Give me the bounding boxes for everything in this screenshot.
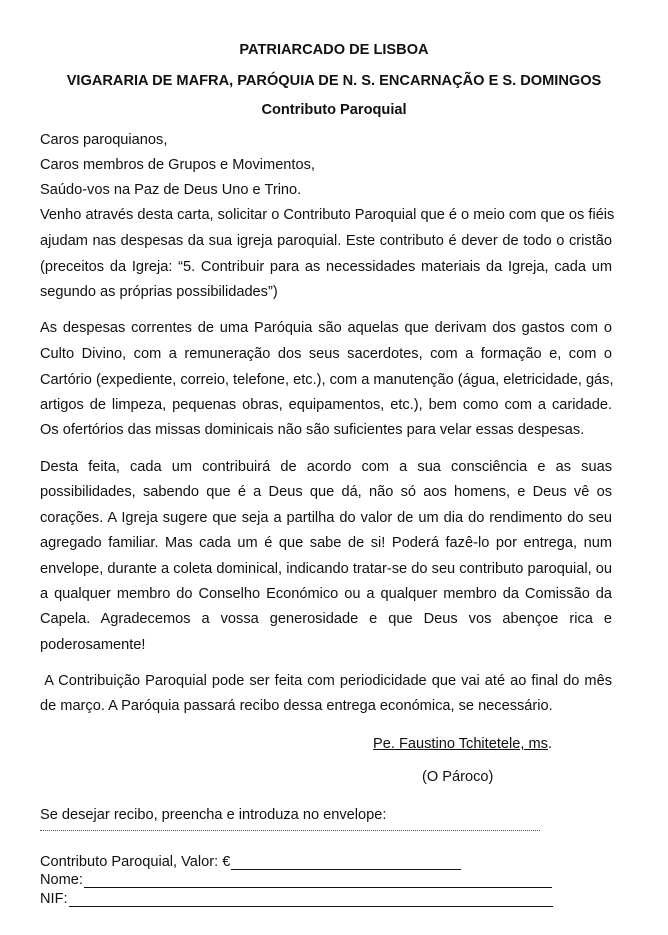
greeting-line: Caros paroquianos, xyxy=(40,132,168,148)
paragraph-line: a qualquer membro do Conselho Económico ou a qualquer membro da Comissão da xyxy=(40,586,612,602)
nif-blank[interactable] xyxy=(69,892,553,907)
paragraph-line: Desta feita, cada um contribuirá de acordo com a sua consciência e as suas xyxy=(40,459,612,475)
paragraph-line: possibilidades, sabendo que é a Deus que dá, não só aos homens, e Deus vê os xyxy=(40,484,612,500)
greeting-line: Saúdo-vos na Paz de Deus Uno e Trino. xyxy=(40,182,302,198)
nome-field[interactable] xyxy=(40,872,552,888)
header-subtitle: VIGARARIA DE MAFRA, PARÓQUIA DE N. S. ENCARNAÇÃO E S. DOMINGOS xyxy=(66,73,602,89)
paragraph-line: Cartório (expediente, correio, telefone, etc.), com a manutenção (água, eletricidade, gás, xyxy=(40,372,614,388)
document-title: Contributo Paroquial xyxy=(261,102,407,118)
paragraph-line: (preceitos da Igreja: “5. Contribuir para as necessidades materiais da Igreja, cada um xyxy=(40,259,612,275)
paragraph-line: ajudam nas despesas da sua igreja paroquial. Este contributo é dever de todo o cristão xyxy=(40,233,612,249)
signature-period: . xyxy=(547,736,553,752)
paragraph-line: corações. A Igreja sugere que seja a partilha do valor de um dia do rendimento do seu xyxy=(40,510,612,526)
nome-blank[interactable] xyxy=(84,873,552,888)
paragraph-line: Capela. Agradecemos a vossa generosidade e que Deus vos abençoe rica e xyxy=(40,611,612,627)
paragraph-line: Os ofertórios das missas dominicais não são suficientes para velar essas despesas. xyxy=(40,422,585,438)
signature-role: (O Pároco) xyxy=(422,769,494,785)
paragraph-line: artigos de limpeza, pequenas obras, equipamentos, etc.), bem como com a caridade. xyxy=(40,397,612,413)
nome-label: Nome: xyxy=(40,872,83,888)
paragraph-line: A Contribuição Paroquial pode ser feita com periodicidade que vai até ao final do mês xyxy=(40,673,612,689)
header-title: PATRIARCADO DE LISBOA xyxy=(239,42,429,58)
valor-label: Contributo Paroquial, Valor: € xyxy=(40,854,231,870)
signature-name: Pe. Faustino Tchitetele, ms xyxy=(373,736,548,752)
cut-line xyxy=(40,829,540,831)
nif-label: NIF: xyxy=(40,891,68,907)
signature xyxy=(373,736,552,752)
paragraph-line: Culto Divino, com a remuneração dos seus sacerdotes, com a formação e, com o xyxy=(40,346,612,362)
paragraph-line: segundo as próprias possibilidades”) xyxy=(40,284,278,300)
paragraph-line: poderosamente! xyxy=(40,637,146,653)
valor-field[interactable] xyxy=(40,854,461,870)
paragraph-line: agregado familiar. Mas cada um é que sabe de si! Poderá fazê-lo por entrega, num xyxy=(40,535,612,551)
paragraph-line: envelope, durante a coleta dominical, indicando tratar-se do seu contributo paroquial, ou xyxy=(40,561,612,577)
paragraph-line: Venho através desta carta, solicitar o Contributo Paroquial que é o meio com que os fiéis xyxy=(40,207,615,223)
form-instruction: Se desejar recibo, preencha e introduza no envelope: xyxy=(40,807,387,823)
nif-field[interactable] xyxy=(40,891,553,907)
paragraph-line: As despesas correntes de uma Paróquia são aquelas que derivam dos gastos com o xyxy=(40,320,612,336)
greeting-line: Caros membros de Grupos e Movimentos, xyxy=(40,157,315,173)
paragraph-line: de março. A Paróquia passará recibo dessa entrega económica, se necessário. xyxy=(40,698,553,714)
valor-blank[interactable] xyxy=(231,855,461,870)
